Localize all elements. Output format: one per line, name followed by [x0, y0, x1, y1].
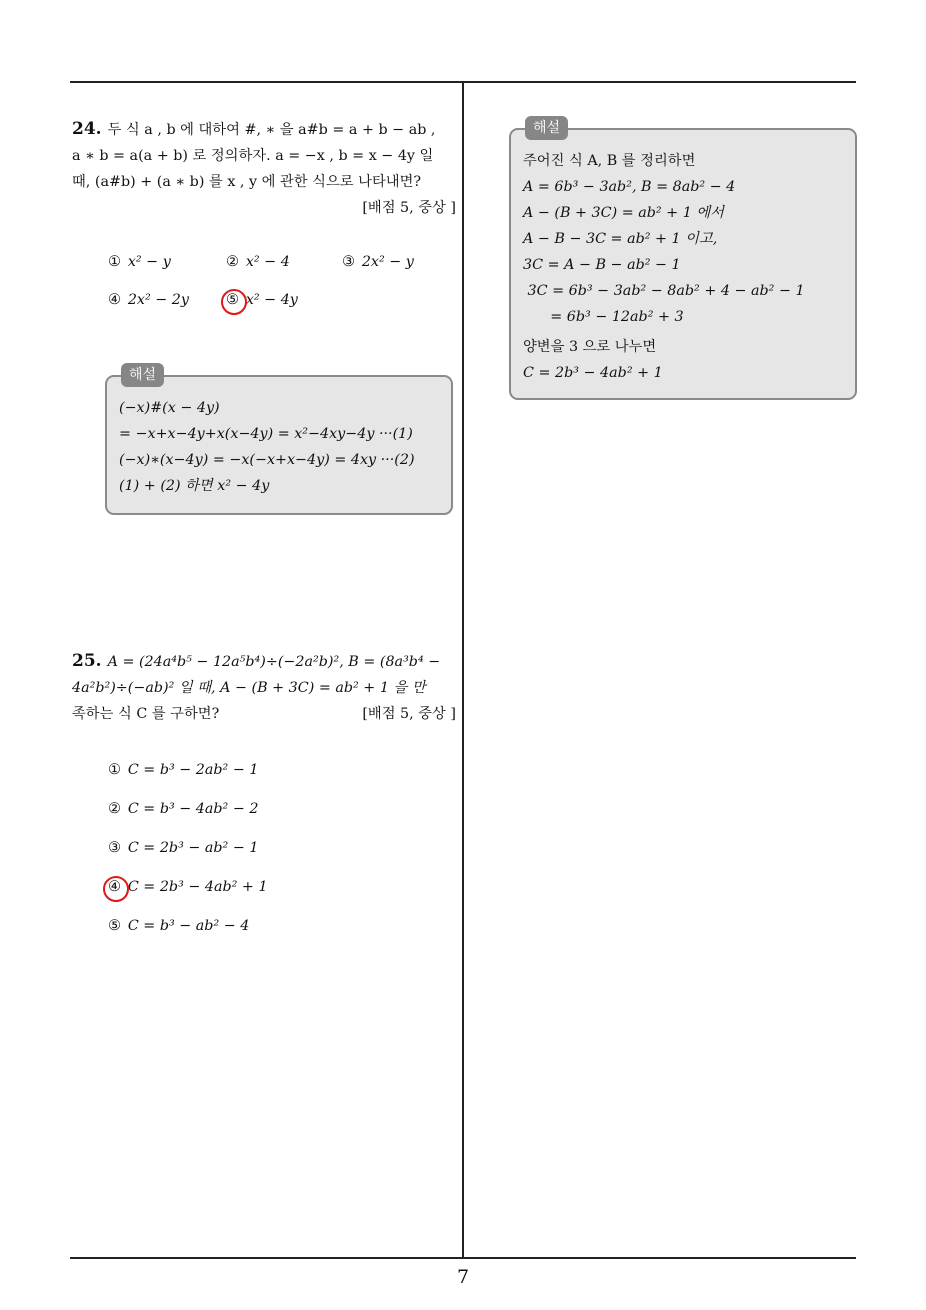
choice-5[interactable]: ⑤ C = b³ − ab² − 4 — [108, 918, 250, 934]
solution-line: 3C = 6b³ − 3ab² − 8ab² + 4 − ab² − 1 — [523, 283, 805, 299]
problem-24-line-3: 때, (a#b) + (a ∗ b) 를 x , y 에 관한 식으로 나타내면? — [72, 174, 422, 190]
choice-2[interactable]: ② x² − 4 — [226, 254, 290, 270]
problem-24 — [72, 116, 456, 221]
problem-25-line-2: 4a²b²)÷(−ab)² 일 때, A − (B + 3C) = ab² + 1 을 만 — [72, 680, 426, 696]
solution-line: 3C = A − B − ab² − 1 — [523, 257, 681, 273]
choice-5[interactable]: ⑤ x² − 4y — [226, 292, 298, 308]
problem-25-line-3: 족하는 식 C 를 구하면? [배점 5, 중상 ] — [72, 701, 456, 727]
solution-line: A − (B + 3C) = ab² + 1 에서 — [523, 205, 724, 221]
choice-3[interactable]: ③ C = 2b³ − ab² − 1 — [108, 840, 259, 856]
solution-line: 주어진 식 A, B 를 정리하면 — [523, 153, 696, 169]
solution-line: = −x+x−4y+x(x−4y) = x²−4xy−4y ···(1) — [119, 426, 413, 442]
solution-line: = 6b³ − 12ab² + 3 — [523, 309, 684, 325]
solution-line: (−x)∗(x−4y) = −x(−x+x−4y) = 4xy ···(2) — [119, 452, 415, 468]
solution-line: (−x)#(x − 4y) — [119, 400, 220, 416]
problem-25 — [72, 648, 456, 727]
solution-line: C = 2b³ − 4ab² + 1 — [523, 365, 663, 381]
solution-lines — [119, 395, 415, 499]
choice-1[interactable]: ① x² − y — [108, 254, 171, 270]
problem-24-line-1: 24. 두 식 a , b 에 대하여 #, ∗ 을 a#b = a + b − ab , — [72, 119, 436, 139]
solution-line: A = 6b³ − 3ab², B = 8ab² − 4 — [523, 179, 736, 195]
answer-circle-mark — [103, 876, 129, 902]
solution-line: (1) + (2) 하면 x² − 4y — [119, 478, 270, 494]
answer-circle-mark — [221, 289, 247, 315]
solution-line: 양변을 3 으로 나누면 — [523, 339, 657, 355]
problem-number: 24. — [72, 119, 102, 139]
bottom-rule — [70, 1257, 856, 1259]
problem-score: [배점 5, 중상 ] — [362, 200, 456, 216]
choice-4[interactable]: ④ C = 2b³ − 4ab² + 1 — [108, 879, 268, 895]
solution-box-25 — [509, 120, 857, 400]
choice-1[interactable]: ① C = b³ − 2ab² − 1 — [108, 762, 259, 778]
choice-2[interactable]: ② C = b³ − 4ab² − 2 — [108, 801, 259, 817]
solution-label: 해설 — [121, 363, 164, 387]
problem-number: 25. — [72, 651, 102, 671]
choice-3[interactable]: ③ 2x² − y — [342, 254, 414, 270]
problem-24-line-2: a ∗ b = a(a + b) 로 정의하자. a = −x , b = x − 4y 일 — [72, 148, 434, 164]
solution-label: 해설 — [525, 116, 568, 140]
page-number: 7 — [456, 1266, 470, 1288]
solution-box-24 — [105, 367, 453, 515]
column-divider — [462, 82, 464, 1258]
solution-lines — [523, 148, 805, 386]
problem-25-line-1: 25. A = (24a⁴b⁵ − 12a⁵b⁴)÷(−2a²b)², B = (8a³b⁴ − — [72, 651, 441, 671]
problem-score: [배점 5, 중상 ] — [362, 706, 456, 722]
solution-line: A − B − 3C = ab² + 1 이고, — [523, 231, 718, 247]
choice-4[interactable]: ④ 2x² − 2y — [108, 292, 189, 308]
